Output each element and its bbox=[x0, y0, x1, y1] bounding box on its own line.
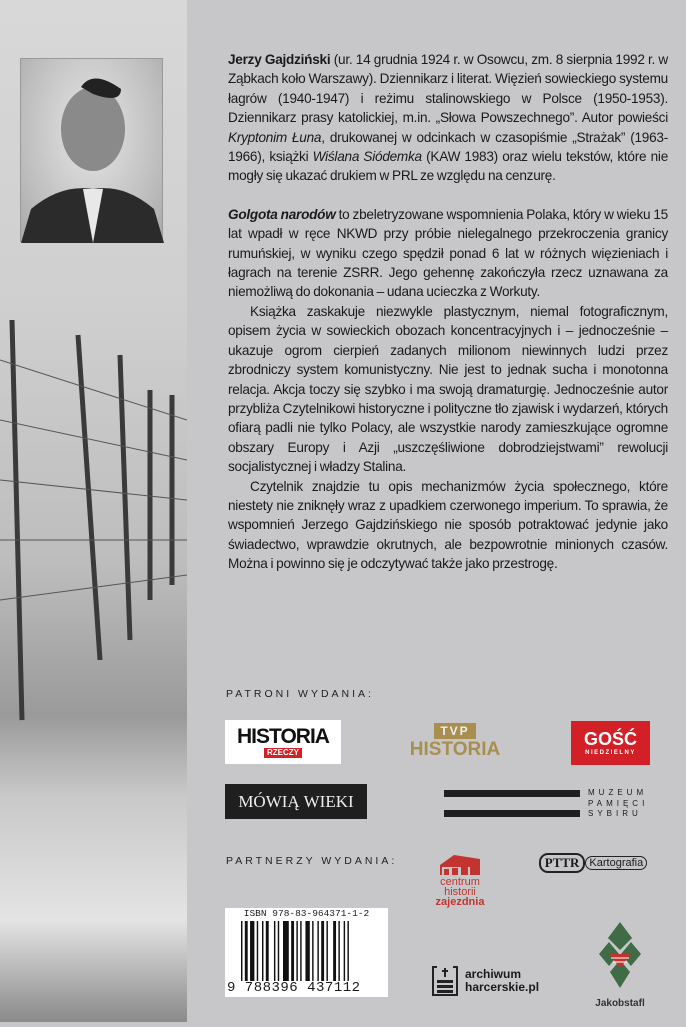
historia-do-rzeczy-logo bbox=[225, 720, 341, 764]
barcode-bar bbox=[347, 921, 348, 981]
logo-text: MUZEUM bbox=[588, 788, 648, 797]
logo-text: HISTORIA bbox=[237, 725, 329, 748]
barcode-bar bbox=[312, 921, 313, 981]
barcode-bar bbox=[333, 921, 336, 981]
tvp-historia-logo bbox=[400, 718, 510, 766]
bio-text: (KAW 1983) oraz wielu tekstów, które nie mogły się ukazać drukiem w PRL ze względu na cenzurę. bbox=[228, 149, 669, 184]
barcode-bar bbox=[317, 921, 318, 981]
muzeum-pamieci-sybiru-logo bbox=[444, 788, 654, 820]
barcode-bars bbox=[225, 919, 388, 981]
blurb-paragraph: Czytelnik znajdzie tu opis mechanizmów życia społecznego, które niestety nie zniknęły wraz z upadkiem czerwonego imperium. To sprawia, że wspomnień Jerzego Gajdzińskiego nie sposób potraktować jedynie jako świadectwo, wprawdzie okrutnych, ale bezpowrotnie minionych czasów. Można i powinno się je odczytywać także jako przestrogę. bbox=[228, 478, 668, 572]
logo-text: PAMIĘCI bbox=[588, 798, 649, 808]
centrum-historii-zajezdnia-logo bbox=[425, 850, 495, 912]
archiwum-harcerskie-logo bbox=[431, 963, 556, 999]
logo-text: archiwum bbox=[465, 967, 522, 981]
book-title: Kryptonim Łuna bbox=[228, 129, 322, 145]
mowia-wieki-logo: MÓWIĄ WIEKI bbox=[225, 784, 367, 819]
barcode-bar bbox=[257, 921, 258, 981]
barcode-bar bbox=[305, 921, 309, 981]
logo-text: NIEDZIELNY bbox=[585, 750, 636, 756]
barcode-bar bbox=[326, 921, 327, 981]
logo-text: centrum bbox=[440, 876, 480, 888]
archive-document-icon bbox=[431, 965, 459, 997]
text-column bbox=[228, 50, 668, 574]
barcode-bar bbox=[278, 921, 279, 981]
isbn-barcode bbox=[225, 908, 388, 997]
author-bio bbox=[228, 50, 668, 186]
logo-text: Jakobstafl bbox=[595, 997, 645, 1009]
book-title: Wiślana Siódemka bbox=[312, 149, 422, 165]
patrons-label: PATRONI WYDANIA: bbox=[226, 688, 374, 700]
logo-text: HISTORIA bbox=[409, 739, 501, 760]
blurb-paragraph: Książka zaskakuje niezwykle plastycznym, niemal fotograficznym, opisem życia w sowieckich obozach koncentracyjnych i – jednocześnie – ukazuje ogrom cierpień zadanych milionom niewinnych ludzi przez zbrodniczy system komunistyczny. Nie jest to jednak sucha i monotonna relacja. Akcja toczy się szybko i ma swoją dramaturgię. Jednocześnie autor przybliża Czytelnikowi historyczne i polityczne tło zjawisk i wydarzeń, których ofiarą padli nie tylko Polacy, ale wszystkie narody zamieszkujące ogromne obszary Europy i Azji „uszczęśliwione dobrodziejstwami” rewolucji socjalistycznej i władzy Stalina. bbox=[228, 303, 668, 475]
author-portrait bbox=[20, 58, 163, 242]
logo-text: PTTR bbox=[539, 853, 586, 873]
barcode-bar bbox=[250, 921, 254, 981]
barcode-bar bbox=[338, 921, 339, 981]
partners-label: PARTNERZY WYDANIA: bbox=[226, 855, 398, 867]
logo-text: GOŚĆ bbox=[583, 729, 637, 749]
bio-text: (ur. 14 grudnia 1924 r. w Osowcu, zm. 8 sierpnia 1992 r. w Ząbkach koło Warszawy). Dziennikarz i literat. Więzień sowieckiego systemu łagrów (1940-1947) i reżimu stalinowskiego w Polsce (1950-1953). Dziennikarz prasy katolickiej, m.in. „Słowa Powszechnego”. Autor powieści bbox=[228, 52, 669, 126]
barcode-bar bbox=[245, 921, 248, 981]
blurb-paragraph: to zbeletryzowane wspomnienia Polaka, który w wieku 15 lat wpadł w ręce NKWD przy próbie nielegalnego przekroczenia granicy rumuńskiej, w wyniku czego spędził ponad 6 lat w różnych więzieniach i łagrach na terenie ZSRR. Jego gehennę zakończyła rzecz uznawana za niemożliwą do dokonania – udana ucieczka z Workuty. bbox=[228, 206, 668, 300]
logo-text: harcerskie.pl bbox=[465, 980, 540, 994]
barcode-bar bbox=[291, 921, 294, 981]
barcode-bar bbox=[283, 921, 289, 981]
logo-text: TVP bbox=[434, 723, 475, 739]
barcode-bar bbox=[274, 921, 275, 981]
logo-text: historii bbox=[444, 886, 476, 898]
barcode-bar bbox=[321, 921, 324, 981]
author-silhouette bbox=[21, 59, 164, 243]
logo-text: SYBIRU bbox=[588, 809, 642, 818]
logo-text: zajezdnia bbox=[435, 896, 485, 908]
gosc-niedzielny-logo bbox=[571, 721, 650, 765]
bio-text: , drukowanej w odcinkach w czasopiśmie „Strażak” (1963-1966), książki bbox=[228, 129, 669, 165]
logo-text: RZECZY bbox=[264, 748, 302, 758]
scout-emblem-icon bbox=[595, 920, 645, 990]
author-name: Jerzy Gajdziński bbox=[228, 52, 331, 67]
blurb-book-title: Golgota narodów bbox=[228, 206, 336, 222]
book-blurb bbox=[228, 205, 668, 574]
pttr-kartografia-logo bbox=[533, 851, 653, 874]
barcode-bar bbox=[262, 921, 263, 981]
barcode-bar bbox=[296, 921, 297, 981]
jakobstafl-logo bbox=[585, 910, 655, 1018]
barcode-bar bbox=[266, 921, 269, 981]
barcode-bar bbox=[300, 921, 301, 981]
isbn-label: ISBN 978-83-964371-1-2 bbox=[243, 908, 370, 919]
barcode-bar bbox=[344, 921, 345, 981]
depot-icon bbox=[438, 855, 482, 877]
isbn-digits: 9 788396 437112 bbox=[227, 980, 361, 996]
barcode-bar bbox=[241, 921, 242, 981]
logo-text: Kartografia bbox=[585, 856, 647, 870]
